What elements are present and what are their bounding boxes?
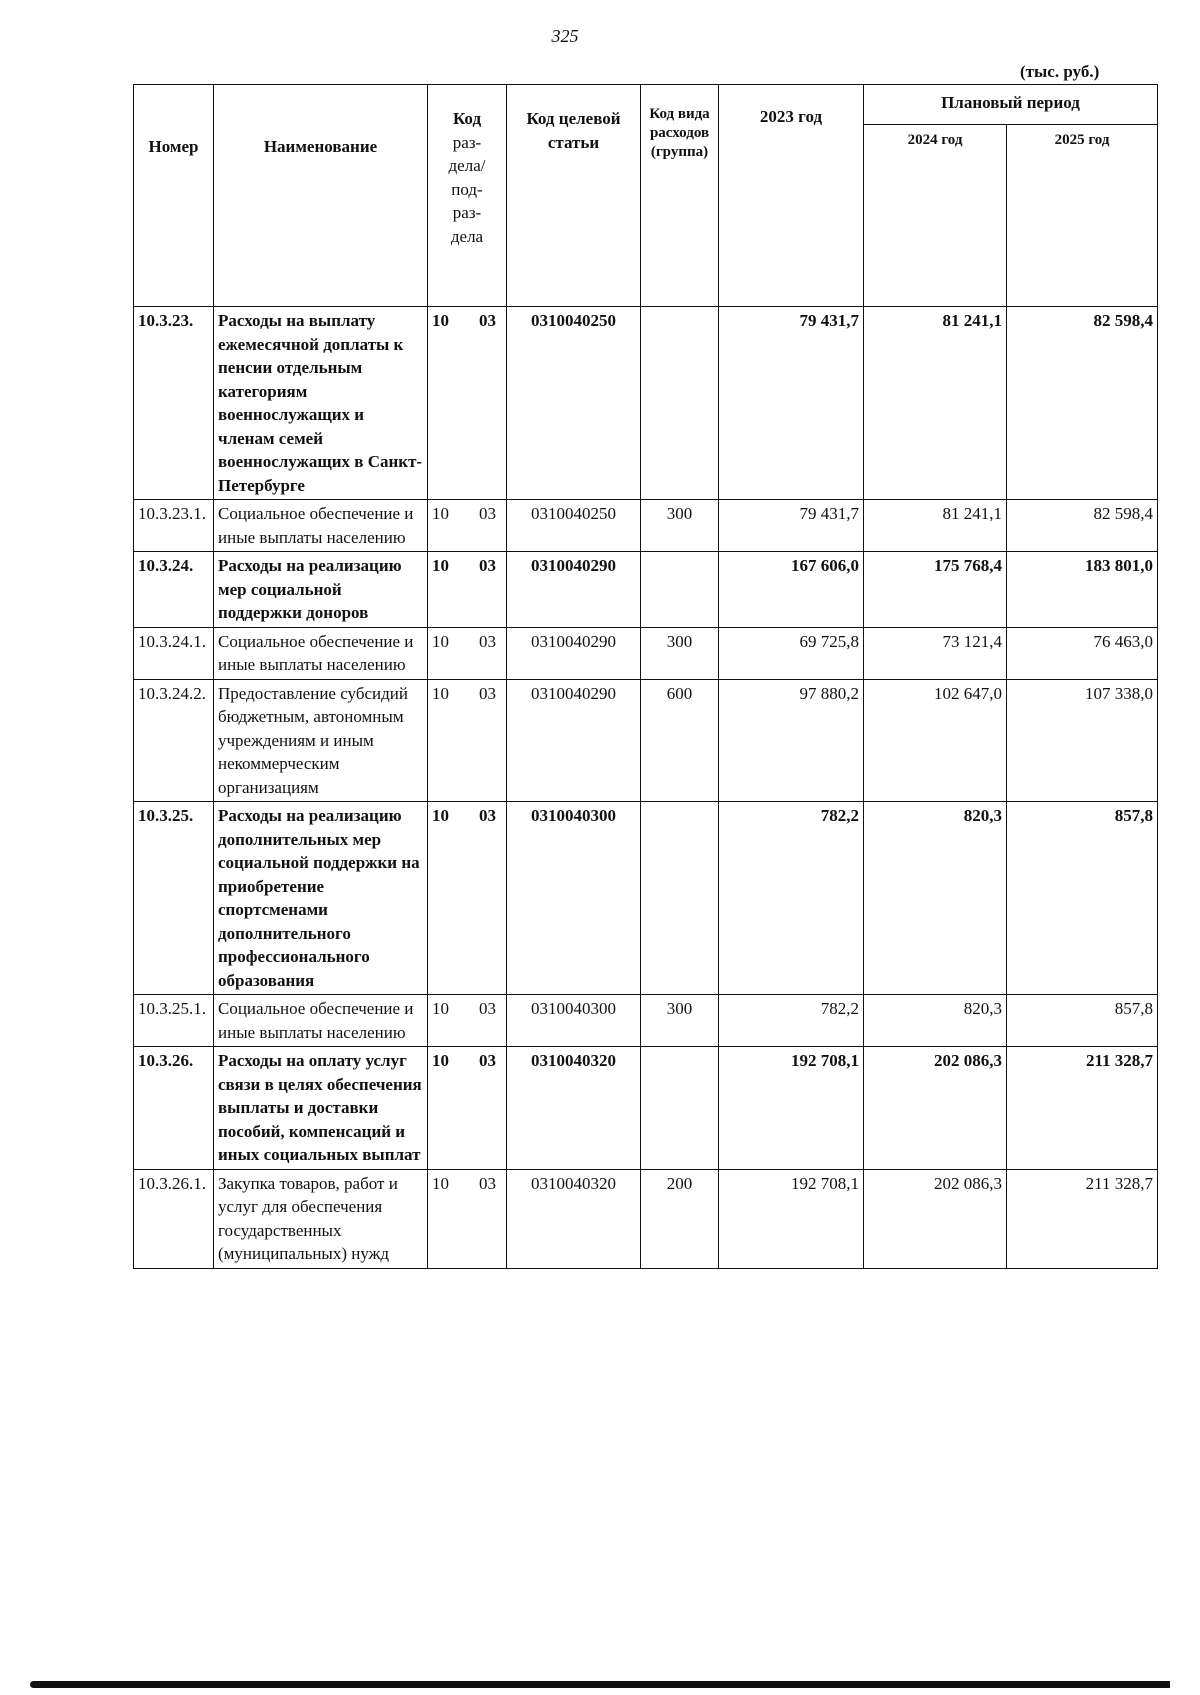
row-podrazdel-code: 03 (479, 1173, 496, 1193)
row-vid-code (641, 802, 719, 995)
row-podrazdel-code: 03 (479, 1051, 496, 1070)
row-razdel (428, 802, 507, 995)
row-amount-2024: 820,3 (864, 995, 1007, 1047)
budget-table (133, 84, 1158, 1269)
table-row (134, 1047, 1158, 1170)
row-razdel (428, 995, 507, 1047)
row-name: Социальное обеспечение и иные выплаты населению (214, 995, 428, 1047)
header-cel: Код целевой статьи (507, 85, 641, 307)
row-amount-2023: 192 708,1 (719, 1169, 864, 1268)
row-amount-2023: 79 431,7 (719, 500, 864, 552)
row-amount-2023: 97 880,2 (719, 679, 864, 802)
row-vid-code: 300 (641, 995, 719, 1047)
row-razdel-code: 10 (432, 504, 449, 523)
row-number: 10.3.25. (134, 802, 214, 995)
row-amount-2024: 820,3 (864, 802, 1007, 995)
row-podrazdel-code: 03 (479, 311, 496, 330)
page-number: 325 (551, 26, 579, 46)
row-amount-2023: 782,2 (719, 995, 864, 1047)
row-name: Социальное обеспечение и иные выплаты населению (214, 500, 428, 552)
row-number: 10.3.24.2. (134, 679, 214, 802)
row-number: 10.3.26. (134, 1047, 214, 1170)
table-row (134, 307, 1158, 500)
row-amount-2023: 167 606,0 (719, 552, 864, 628)
table-row (134, 1169, 1158, 1268)
row-number: 10.3.25.1. (134, 995, 214, 1047)
row-razdel (428, 1047, 507, 1170)
table-body (134, 307, 1158, 1269)
units-label: (тыс. руб.) (1020, 62, 1100, 81)
row-cel-code: 0310040300 (507, 995, 641, 1047)
row-name: Расходы на реализацию дополнительных мер социальной поддержки на приобретение спортсменами дополнительного профессионального образования (214, 802, 428, 995)
row-podrazdel-code: 03 (479, 683, 496, 703)
row-vid-code (641, 552, 719, 628)
row-name: Закупка товаров, работ и услуг для обеспечения государственных (муниципальных) нужд (214, 1169, 428, 1268)
row-cel-code: 0310040290 (507, 552, 641, 628)
row-amount-2023: 79 431,7 (719, 307, 864, 500)
row-razdel-code: 10 (432, 1173, 449, 1193)
row-podrazdel-code: 03 (479, 504, 496, 523)
row-amount-2024: 81 241,1 (864, 307, 1007, 500)
row-vid-code (641, 1047, 719, 1170)
row-amount-2024: 202 086,3 (864, 1047, 1007, 1170)
row-amount-2025: 107 338,0 (1007, 679, 1158, 802)
row-number: 10.3.24.1. (134, 627, 214, 679)
row-name: Расходы на оплату услуг связи в целях обеспечения выплаты и доставки пособий, компенсаций и иных социальных выплат (214, 1047, 428, 1170)
row-number: 10.3.23.1. (134, 500, 214, 552)
header-name: Наименование (214, 85, 428, 307)
row-razdel (428, 552, 507, 628)
row-podrazdel-code: 03 (479, 999, 496, 1018)
row-razdel-code: 10 (432, 683, 449, 703)
row-razdel (428, 627, 507, 679)
row-name: Предоставление субсидий бюджетным, автономным учреждениям и иным некоммерческим организациям (214, 679, 428, 802)
table-row (134, 995, 1158, 1047)
row-amount-2024: 102 647,0 (864, 679, 1007, 802)
row-cel-code: 0310040290 (507, 679, 641, 802)
row-vid-code (641, 307, 719, 500)
table-row (134, 802, 1158, 995)
row-number: 10.3.23. (134, 307, 214, 500)
table-row (134, 552, 1158, 628)
row-cel-code: 0310040290 (507, 627, 641, 679)
header-razdel: Код раз- дела/ под- раз- дела (428, 85, 507, 307)
row-amount-2025: 211 328,7 (1007, 1047, 1158, 1170)
row-razdel-code: 10 (432, 1051, 449, 1070)
row-number: 10.3.24. (134, 552, 214, 628)
row-amount-2023: 782,2 (719, 802, 864, 995)
row-razdel (428, 307, 507, 500)
header-2025: 2025 год (1007, 125, 1158, 307)
row-cel-code: 0310040320 (507, 1047, 641, 1170)
row-vid-code: 300 (641, 627, 719, 679)
row-amount-2025: 82 598,4 (1007, 500, 1158, 552)
row-number: 10.3.26.1. (134, 1169, 214, 1268)
row-vid-code: 200 (641, 1169, 719, 1268)
row-name: Расходы на реализацию мер социальной поддержки доноров (214, 552, 428, 628)
row-amount-2024: 202 086,3 (864, 1169, 1007, 1268)
row-razdel-code: 10 (432, 631, 449, 651)
header-number: Номер (134, 85, 214, 307)
row-amount-2025: 211 328,7 (1007, 1169, 1158, 1268)
table-row (134, 627, 1158, 679)
table-row (134, 500, 1158, 552)
row-vid-code: 300 (641, 500, 719, 552)
row-amount-2023: 69 725,8 (719, 627, 864, 679)
row-razdel (428, 679, 507, 802)
row-razdel (428, 500, 507, 552)
row-amount-2025: 76 463,0 (1007, 627, 1158, 679)
row-cel-code: 0310040250 (507, 500, 641, 552)
header-2023: 2023 год (719, 85, 864, 307)
row-razdel (428, 1169, 507, 1268)
row-cel-code: 0310040320 (507, 1169, 641, 1268)
header-2024: 2024 год (864, 125, 1007, 307)
row-cel-code: 0310040250 (507, 307, 641, 500)
row-amount-2025: 183 801,0 (1007, 552, 1158, 628)
row-amount-2025: 857,8 (1007, 802, 1158, 995)
row-razdel-code: 10 (432, 806, 449, 825)
row-amount-2023: 192 708,1 (719, 1047, 864, 1170)
row-name: Социальное обеспечение и иные выплаты населению (214, 627, 428, 679)
row-amount-2025: 82 598,4 (1007, 307, 1158, 500)
row-razdel-code: 10 (432, 556, 449, 575)
table-header (134, 85, 1158, 307)
row-razdel-code: 10 (432, 311, 449, 330)
row-amount-2024: 73 121,4 (864, 627, 1007, 679)
row-amount-2024: 81 241,1 (864, 500, 1007, 552)
row-razdel-code: 10 (432, 999, 449, 1018)
bottom-rule (30, 1681, 1170, 1688)
row-name: Расходы на выплату ежемесячной доплаты к пенсии отдельным категориям военнослужащих и членам семей военнослужащих в Санкт-Петербурге (214, 307, 428, 500)
row-podrazdel-code: 03 (479, 806, 496, 825)
row-podrazdel-code: 03 (479, 556, 496, 575)
row-vid-code: 600 (641, 679, 719, 802)
row-amount-2025: 857,8 (1007, 995, 1158, 1047)
table-row (134, 679, 1158, 802)
header-vid: Код вида расходов (группа) (641, 85, 719, 307)
row-amount-2024: 175 768,4 (864, 552, 1007, 628)
row-cel-code: 0310040300 (507, 802, 641, 995)
header-plan-period: Плановый период (864, 85, 1158, 125)
row-podrazdel-code: 03 (479, 631, 496, 651)
